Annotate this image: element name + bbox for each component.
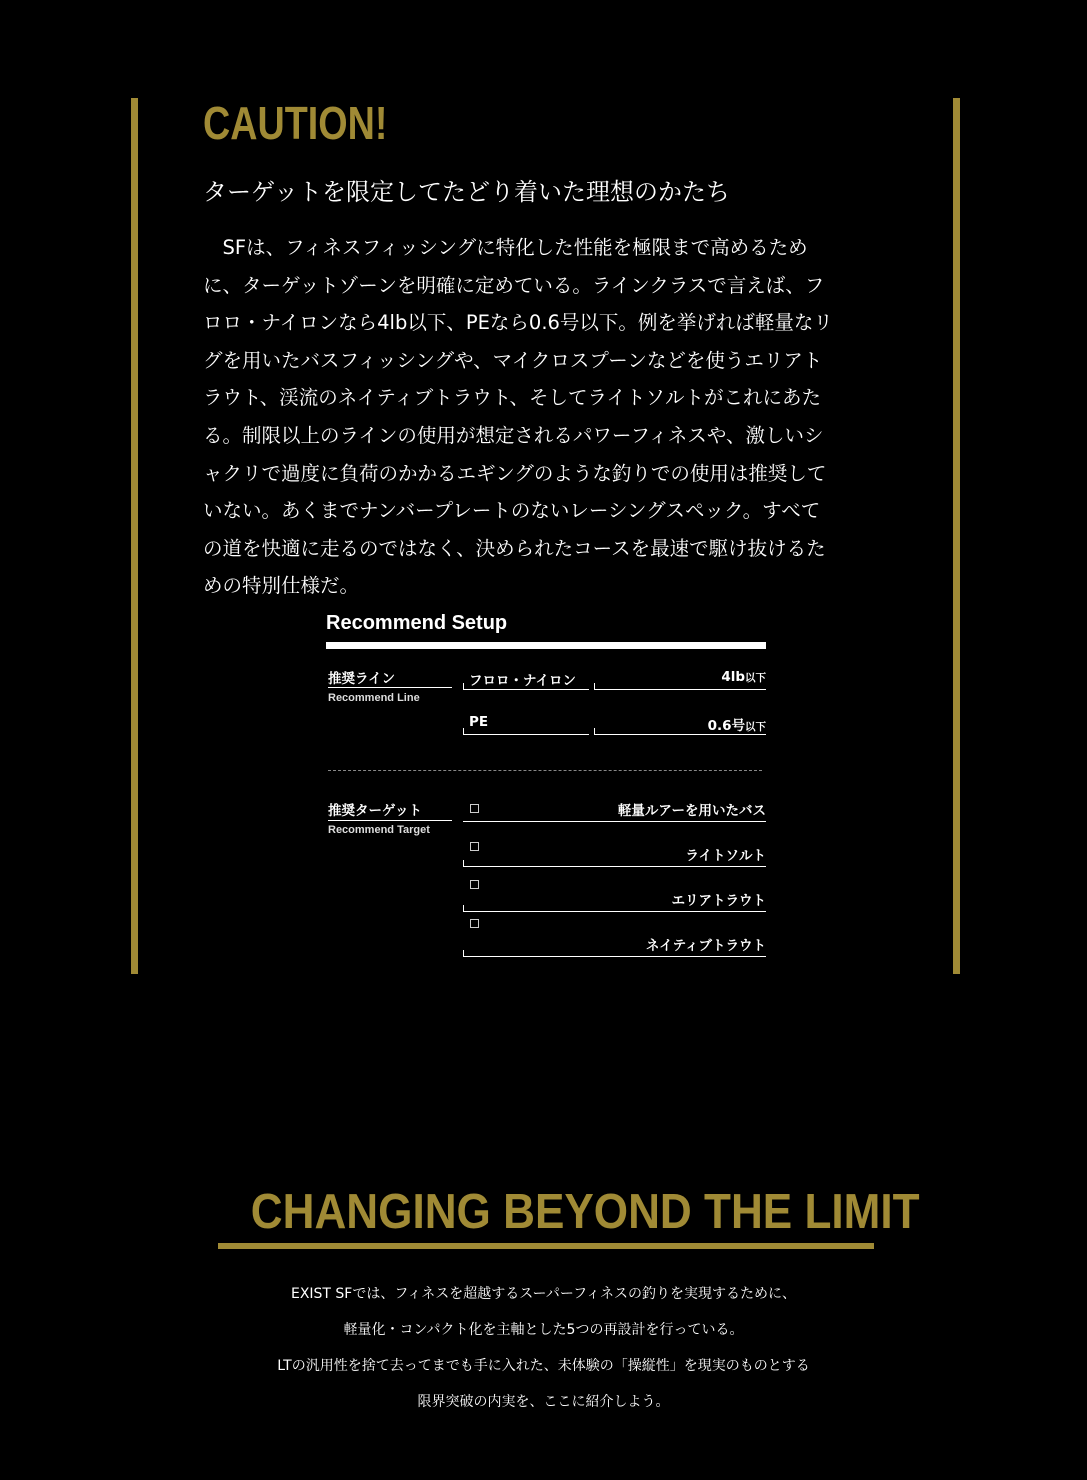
left-accent-bar [131, 98, 138, 974]
cell-underline [463, 689, 589, 690]
caution-title: CAUTION! [203, 97, 388, 149]
limit-body-line: EXIST SFでは、フィネスを超越するスーパーフィネスの釣りを実現するために、 [290, 1286, 797, 1302]
line-value-cell [708, 714, 766, 734]
caution-body-line: ラウト、渓流のネイティブトラウト、そしてライトソルトがこれにあた [203, 386, 821, 410]
limit-body-line: 軽量化・コンパクト化を主軸とした5つの再設計を行っている。 [343, 1322, 744, 1338]
cell-tick [463, 860, 464, 866]
target-underline [463, 956, 766, 957]
setup-title-bar [326, 642, 766, 649]
cell-underline [594, 689, 766, 690]
caution-subtitle: ターゲットを限定してたどり着いた理想のかたち [203, 178, 731, 206]
cell-tick [463, 683, 464, 689]
line-value-cell [721, 669, 766, 685]
caution-body-line: の道を快適に走るのではなく、決められたコースを最速で駆け抜けるた [203, 536, 826, 560]
limit-body-line: 限界突破の内実を、ここに紹介しよう。 [417, 1394, 670, 1410]
line-unit: 以下 [745, 672, 766, 684]
caution-body [203, 229, 883, 605]
caution-body-line: に、ターゲットゾーンを明確に定めている。ラインクラスで言えば、フ [203, 273, 825, 297]
section-divider [328, 770, 762, 771]
cell-underline [463, 734, 589, 735]
line-value: 0.6号 [707, 718, 745, 734]
target-underline [463, 866, 766, 867]
checkbox-icon [470, 842, 479, 851]
line-label-en: Recommend Line [328, 692, 420, 704]
target-item: ネイティブトラウト [645, 938, 766, 954]
target-item: ライトソルト [685, 848, 766, 864]
right-accent-bar [953, 98, 960, 974]
setup-title: Recommend Setup [326, 612, 508, 634]
checkbox-icon [470, 804, 479, 813]
line-unit: 以下 [745, 721, 766, 733]
target-label-underline [328, 820, 452, 821]
target-label-en: Recommend Target [328, 824, 430, 836]
target-item: 軽量ルアーを用いたバス [617, 803, 766, 819]
target-underline [463, 821, 766, 822]
cell-tick [594, 728, 595, 734]
line-label-jp: 推奨ライン [328, 671, 396, 687]
cell-tick [463, 950, 464, 956]
target-item: エリアトラウト [671, 893, 766, 909]
caution-body-line: ロロ・ナイロンなら4lb以下、PEなら0.6号以下。例を挙げれば軽量なリ [203, 311, 833, 335]
limit-body-line: LTの汎用性を捨て去ってまでも手に入れた、未体験の「操縦性」を現実のものとする [277, 1358, 810, 1374]
line-type-cell: フロロ・ナイロン [469, 673, 577, 689]
checkbox-icon [470, 919, 479, 928]
target-label-jp: 推奨ターゲット [328, 803, 422, 819]
cell-tick [594, 683, 595, 689]
caution-body-line: いない。あくまでナンバープレートのないレーシングスペック。すべて [203, 499, 821, 523]
limit-body [0, 1276, 1087, 1420]
limit-title-underline [218, 1243, 874, 1249]
caution-body-line: ャクリで過度に負荷のかかるエギングのような釣りでの使用は推奨して [203, 461, 827, 485]
caution-body-line: る。制限以上のラインの使用が想定されるパワーフィネスや、激しいシ [203, 423, 824, 447]
line-value: 4lb [721, 669, 745, 685]
cell-tick [463, 905, 464, 911]
caution-body-line: グを用いたバスフィッシングや、マイクロスプーンなどを使うエリアト [203, 348, 823, 372]
cell-underline [594, 734, 766, 735]
caution-body-line: めの特別仕様だ。 [203, 574, 360, 598]
line-type-cell: PE [469, 714, 489, 730]
cell-tick [463, 728, 464, 734]
checkbox-icon [470, 880, 479, 889]
target-underline [463, 911, 766, 912]
caution-body-line: SFは、フィネスフィッシングに特化した性能を極限まで高めるため [203, 236, 808, 259]
line-label-underline [328, 687, 452, 688]
limit-title: CHANGING BEYOND THE LIMIT [250, 1185, 920, 1239]
